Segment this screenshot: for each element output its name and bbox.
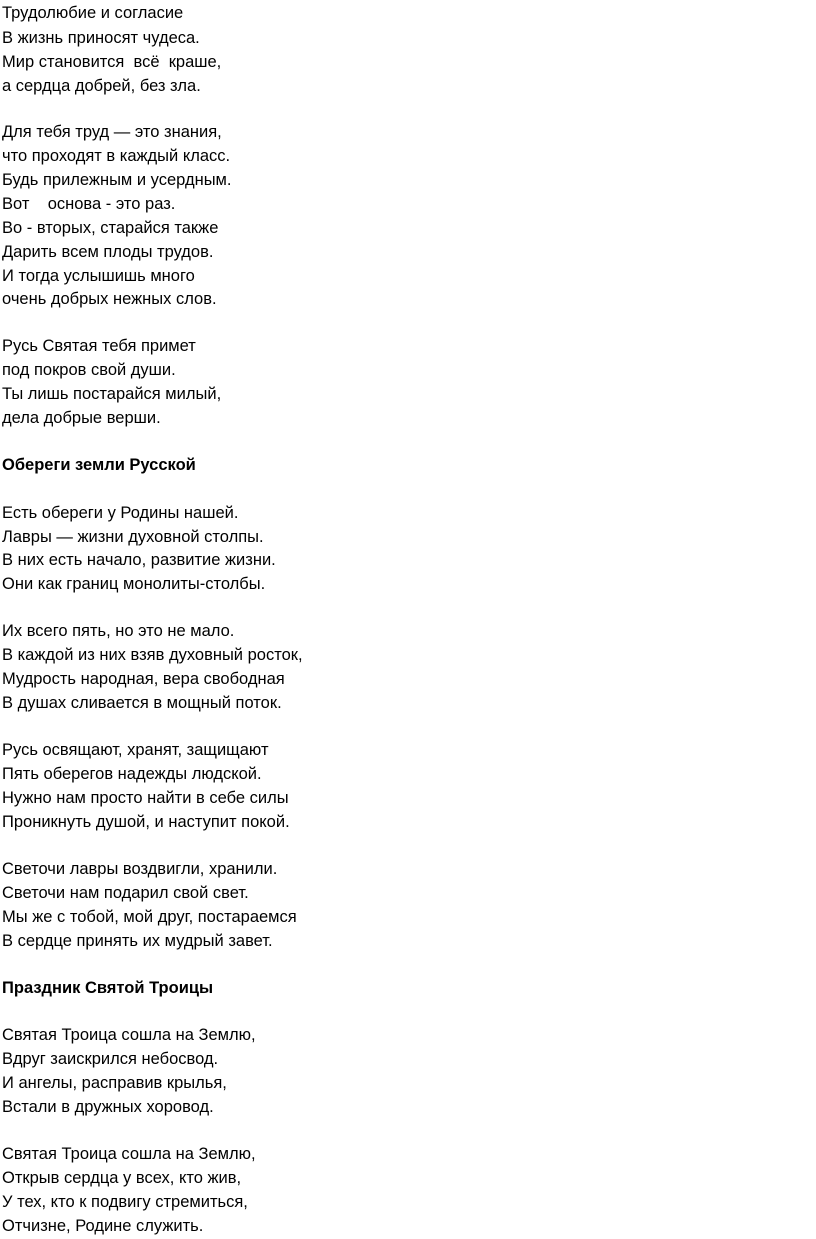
poem-line: И тогда услышишь много xyxy=(2,267,195,285)
poem-line: В каждой из них взяв духовный росток, xyxy=(2,646,303,664)
poem-line: под покров свой души. xyxy=(2,361,176,379)
poem-line: Проникнуть душой, и наступит покой. xyxy=(2,813,290,831)
poem-line: У тех, кто к подвигу стремиться, xyxy=(2,1193,248,1211)
poem-line: Мы же с тобой, мой друг, постараемся xyxy=(2,908,297,926)
poem-title: Праздник Святой Троицы xyxy=(2,979,214,997)
poem-line: Святая Троица сошла на Землю, xyxy=(2,1026,256,1044)
poem-line: В сердце принять их мудрый завет. xyxy=(2,932,273,950)
poem-line: Встали в дружных хоровод. xyxy=(2,1098,214,1116)
poem-line: Будь прилежным и усердным. xyxy=(2,171,232,189)
poem-line: Они как границ монолиты-столбы. xyxy=(2,575,266,593)
poem-line: В душах сливается в мощный поток. xyxy=(2,694,282,712)
poem-line: Мир становится всё краше, xyxy=(2,53,222,71)
poem-line: Во - вторых, старайся также xyxy=(2,219,219,237)
poem-line: Трудолюбие и согласие xyxy=(2,4,184,22)
poem-line: Лавры — жизни духовной столпы. xyxy=(2,528,264,546)
poem-line: Светочи нам подарил свой свет. xyxy=(2,884,249,902)
poem-line: Святая Троица сошла на Землю, xyxy=(2,1145,256,1163)
poem-line: очень добрых нежных слов. xyxy=(2,290,217,308)
poem-line: Есть обереги у Родины нашей. xyxy=(2,504,239,522)
poem-line: Русь освящают, хранят, защищают xyxy=(2,741,269,759)
poem-line: Вдруг заискрился небосвод. xyxy=(2,1050,219,1068)
poem-line: а сердца добрей, без зла. xyxy=(2,77,201,95)
poem-line: В них есть начало, развитие жизни. xyxy=(2,551,276,569)
poem-title: Обереги земли Русской xyxy=(2,456,196,474)
poem-line: Мудрость народная, вера свободная xyxy=(2,670,285,688)
poem-line: Нужно нам просто найти в себе силы xyxy=(2,789,289,807)
poem-line: Для тебя труд — это знания, xyxy=(2,123,222,141)
poem-line: Дарить всем плоды трудов. xyxy=(2,243,214,261)
poem-line: Их всего пять, но это не мало. xyxy=(2,622,235,640)
poem-line: Открыв сердца у всех, кто жив, xyxy=(2,1169,242,1187)
poem-line: Пять оберегов надежды людской. xyxy=(2,765,262,783)
poem-line: Ты лишь постарайся милый, xyxy=(2,385,222,403)
poem-line: Вот основа - это раз. xyxy=(2,195,176,213)
poem-line: В жизнь приносят чудеса. xyxy=(2,29,200,47)
poem-line: Отчизне, Родине служить. xyxy=(2,1217,204,1235)
poem-line: Светочи лавры воздвигли, хранили. xyxy=(2,860,278,878)
poem-line: дела добрые верши. xyxy=(2,409,161,427)
poem-line: И ангелы, расправив крылья, xyxy=(2,1074,227,1092)
poem-line: Русь Святая тебя примет xyxy=(2,337,196,355)
poem-line: что проходят в каждый класс. xyxy=(2,147,231,165)
